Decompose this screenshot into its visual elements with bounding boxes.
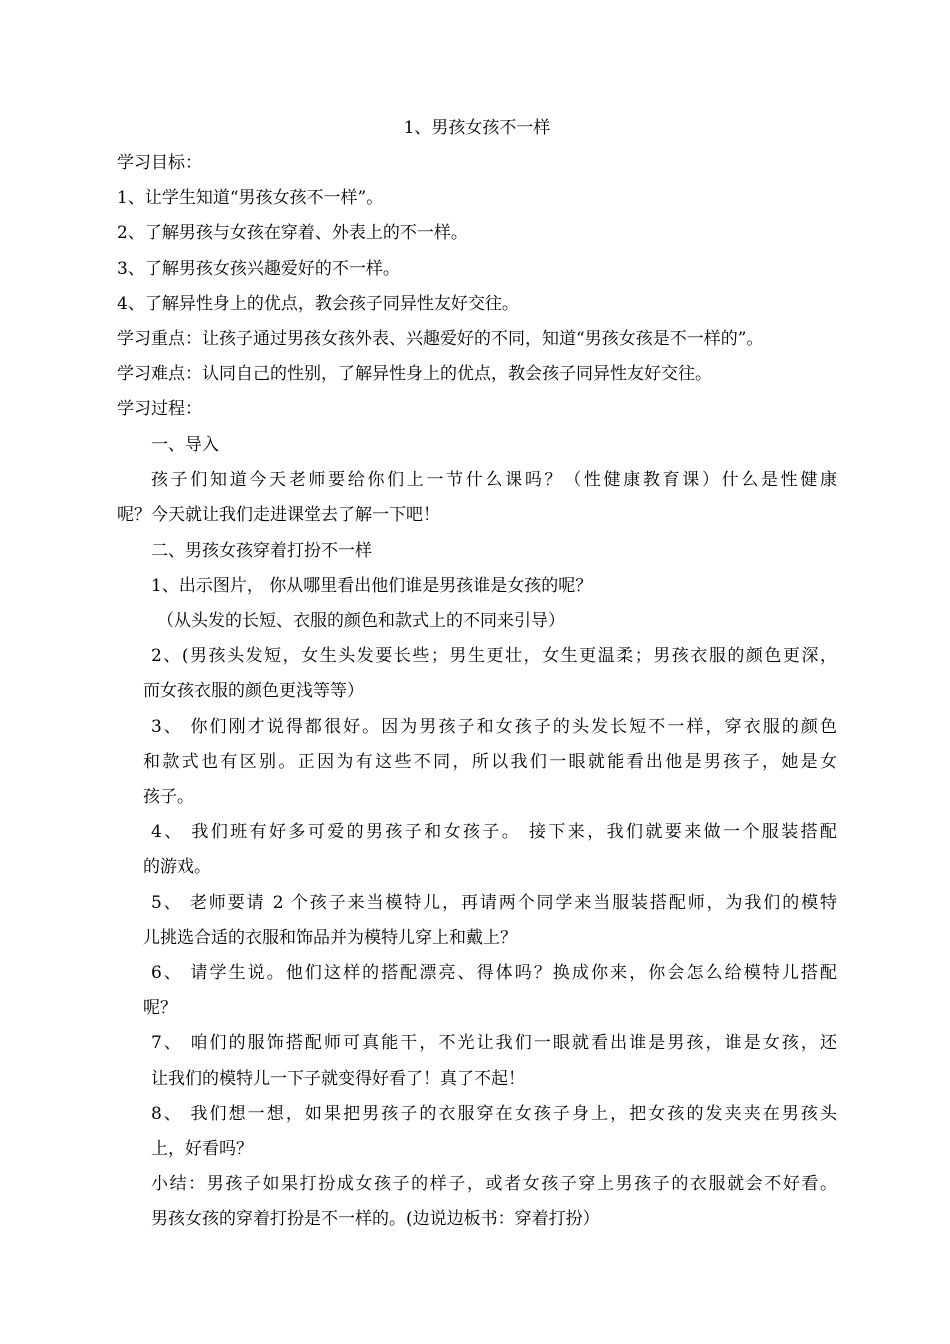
section-2-item-2-line-1: 2、(男孩头发短，女生头发要长些；男生更壮，女生更温柔；男孩衣服的颜色更深， <box>151 646 837 666</box>
section-2-item-3-line-1: 3、 你们刚才说得都很好。因为男孩子和女孩子的头发长短不一样，穿衣服的颜色 <box>151 717 837 737</box>
section-2-item-3-line-3: 孩子。 <box>143 787 194 807</box>
section-2-item-1: 1、出示图片， 你从哪里看出他们谁是男孩谁是女孩的呢？ <box>151 576 593 596</box>
section-1-paragraph-line-2: 呢？今天就让我们走进课堂去了解一下吧！ <box>117 505 440 525</box>
section-2-item-5-line-1: 5、 老师要请 2 个孩子来当模特儿，再请两个同学来当服装搭配师，为我们的模特 <box>151 893 837 913</box>
section-2-item-3-line-2: 和款式也有区别。正因为有这些不同，所以我们一眼就能看出他是男孩子，她是女 <box>143 752 837 772</box>
section-2-summary-line-1: 小结：男孩子如果打扮成女孩子的样子，或者女孩子穿上男孩子的衣服就会不好看。 <box>151 1174 837 1194</box>
difficulty: 学习难点：认同自己的性别，了解异性身上的优点，教会孩子同异性友好交往。 <box>117 364 712 384</box>
section-2-item-7-line-1: 7、 咱们的服饰搭配师可真能干，不光让我们一眼就看出谁是男孩，谁是女孩，还 <box>151 1033 837 1053</box>
objective-4: 4、了解异性身上的优点，教会孩子同异性友好交往。 <box>117 294 519 314</box>
section-2-item-8-line-1: 8、 我们想一想，如果把男孩子的衣服穿在女孩子身上，把女孩的发夹夹在男孩头 <box>151 1104 837 1124</box>
section-2-item-8-line-2: 上，好看吗？ <box>151 1139 253 1159</box>
objective-2: 2、了解男孩与女孩在穿着、外表上的不一样。 <box>117 223 468 243</box>
objective-3: 3、了解男孩女孩兴趣爱好的不一样。 <box>117 259 400 279</box>
section-2-item-2-line-2: 而女孩衣服的颜色更浅等等） <box>143 681 364 701</box>
section-1-paragraph-line-1: 孩子们知道今天老师要给你们上一节什么课吗？（性健康教育课）什么是性健康 <box>151 470 837 490</box>
section-2-item-6-line-1: 6、 请学生说。他们这样的搭配漂亮、得体吗？换成你来，你会怎么给模特儿搭配 <box>151 963 837 983</box>
section-2-item-1-guide: （从头发的长短、衣服的颜色和款式上的不同来引导） <box>157 611 565 631</box>
objectives-heading: 学习目标： <box>117 153 202 173</box>
section-1-heading: 一、导入 <box>151 435 219 455</box>
section-2-item-4-line-2: 的游戏。 <box>143 857 211 877</box>
process-heading: 学习过程： <box>117 399 202 419</box>
key-point: 学习重点：让孩子通过男孩女孩外表、兴趣爱好的不同，知道“男孩女孩是不一样的”。 <box>117 329 764 349</box>
section-2-summary-line-2: 男孩女孩的穿着打扮是不一样的。(边说边板书：穿着打扮） <box>151 1209 600 1229</box>
section-2-item-5-line-2: 儿挑选合适的衣服和饰品并为模特儿穿上和戴上？ <box>143 928 517 948</box>
section-2-heading: 二、男孩女孩穿着打扮不一样 <box>151 541 372 561</box>
objective-1: 1、让学生知道“男孩女孩不一样”。 <box>117 188 384 208</box>
section-2-item-6-line-2: 呢？ <box>143 998 177 1018</box>
document-title: 1、男孩女孩不一样 <box>403 118 551 138</box>
section-2-item-4-line-1: 4、 我们班有好多可爱的男孩子和女孩子。 接下来，我们就要来做一个服装搭配 <box>151 822 837 842</box>
section-2-item-7-line-2: 让我们的模特儿一下子就变得好看了！真了不起！ <box>151 1069 525 1089</box>
